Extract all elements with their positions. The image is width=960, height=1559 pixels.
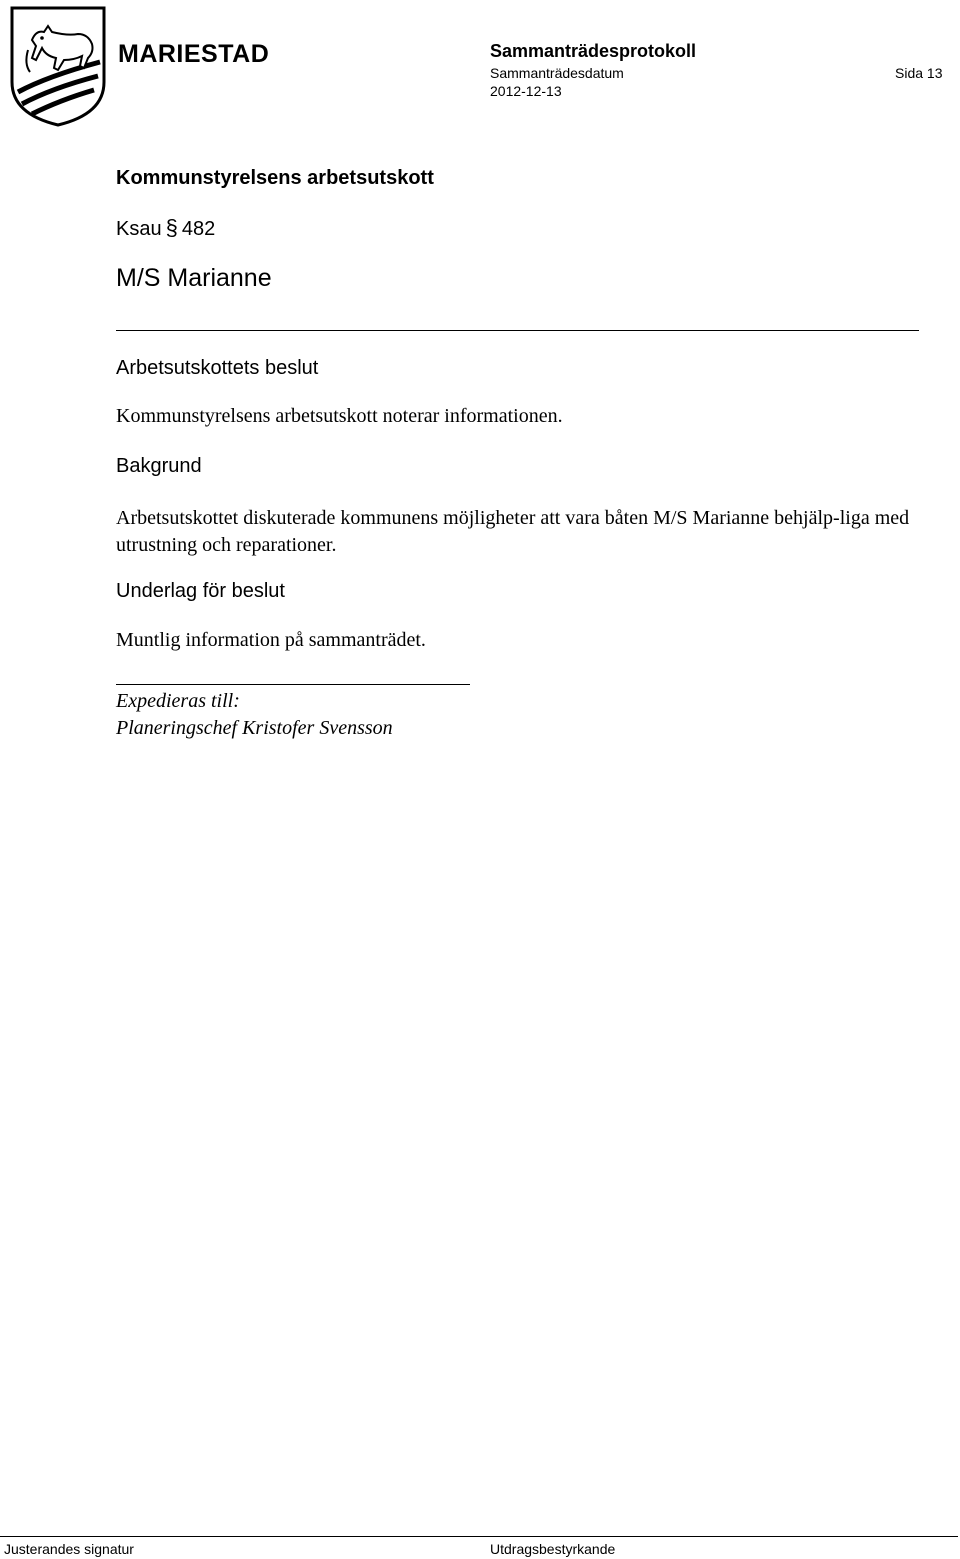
paragraph-sign: § [165, 215, 178, 240]
committee-name: Kommunstyrelsens arbetsutskott [116, 167, 434, 189]
expedition-label: Expedieras till: [116, 690, 240, 712]
paragraph-number: 482 [181, 218, 216, 240]
expedition-recipient: Planeringschef Kristofer Svensson [116, 717, 393, 739]
basis-text: Muntlig information på sammanträdet. [116, 629, 426, 651]
page-number: Sida 13 [895, 65, 943, 81]
logo-wordmark: MARIESTAD [118, 40, 270, 68]
basis-heading: Underlag för beslut [116, 580, 285, 602]
document-title: Sammanträdesprotokoll [490, 41, 697, 61]
expedition-divider [116, 684, 470, 685]
decision-text: Kommunstyrelsens arbetsutskott noterar informationen. [116, 405, 563, 427]
coat-of-arms-icon [8, 4, 108, 128]
background-text: Arbetsutskottet diskuterade kommunens möjligheter att vara båten M/S Marianne behjälp-liga med utrustning och reparationer. [116, 507, 910, 556]
decision-heading: Arbetsutskottets beslut [116, 357, 319, 379]
municipality-logo [8, 4, 270, 128]
case-title: M/S Marianne [116, 264, 272, 292]
signature-label: Justerandes signatur [4, 1541, 134, 1557]
paragraph-reference [116, 215, 215, 241]
paragraph-prefix: Ksau [116, 218, 162, 240]
title-divider [116, 330, 919, 331]
background-heading: Bakgrund [116, 455, 202, 477]
meeting-date-label: Sammanträdesdatum [490, 65, 624, 81]
meeting-date: 2012-12-13 [490, 83, 562, 99]
certification-label: Utdragsbestyrkande [490, 1541, 616, 1557]
footer-divider [0, 1536, 958, 1537]
